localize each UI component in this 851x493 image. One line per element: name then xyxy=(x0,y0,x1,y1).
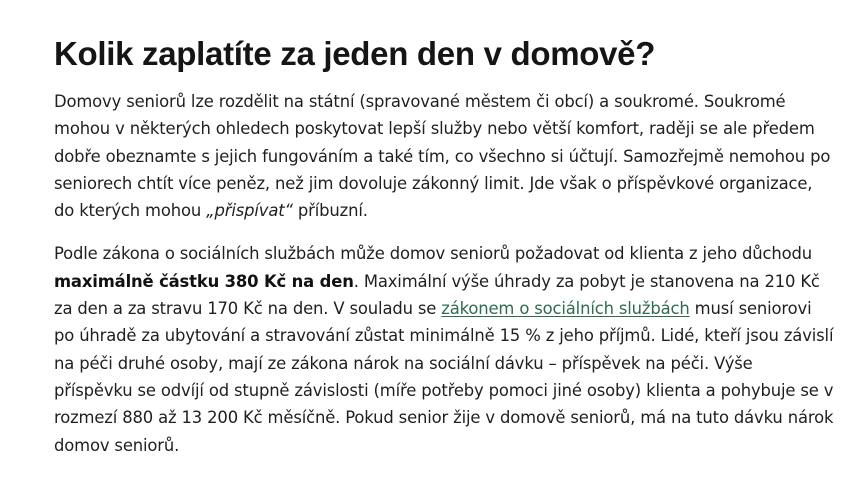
paragraph-1-text-end: příbuzní. xyxy=(292,201,368,221)
paragraph-2-text: Podle zákona o sociálních službách může domov seniorů požadovat od klienta z jeho důchodu xyxy=(54,244,813,264)
emphasis-contribute: „přispívat“ xyxy=(206,201,293,221)
paragraph-2-text-end: musí seniorovi po úhradě za ubytování a stravování zůstat minimálně 15 % z jeho příjmů. Lidé, kteří jsou závislí na péči druhé osoby, mají ze zákona nárok na sociální dávku – příspěvek na péči. Výše příspěvku se odvíjí od stupně závislosti (míře potřeby pomoci jiné osoby) klienta a pohybuje se v rozmezí 880 až 13 200 Kč měsíčně. Pokud senior žije v domově seniorů, má na tuto dávku nárok domov seniorů. xyxy=(54,299,834,455)
paragraph-private-vs-public xyxy=(54,88,834,224)
paragraph-1-text: Domovy seniorů lze rozdělit na státní (spravované městem či obcí) a soukromé. Soukromé mohou v některých ohledech poskytovat lepší služby nebo větší komfort, raději se ale předem dobře obeznamte s jejich fungováním a také tím, co všechno si účtují. Samozřejmě nemohou po seniorech chtít více peněz, než jim dovoluje zákonný limit. Jde však o příspěvkové organizace, do kterých mohou xyxy=(54,92,831,221)
social-services-law-link[interactable]: zákonem o sociálních službách xyxy=(441,299,690,319)
bold-max-amount: maximálně částku 380 Kč na den xyxy=(54,271,354,291)
paragraph-fees xyxy=(54,240,834,458)
section-heading: Kolik zaplatíte za jeden den v domově? xyxy=(54,35,656,72)
article-section xyxy=(54,32,834,475)
paragraph-2-text-middle: . Maximální výše úhrady za pobyt je stanovena na 210 Kč za den a za stravu 170 Kč na den. V souladu se xyxy=(54,271,820,319)
